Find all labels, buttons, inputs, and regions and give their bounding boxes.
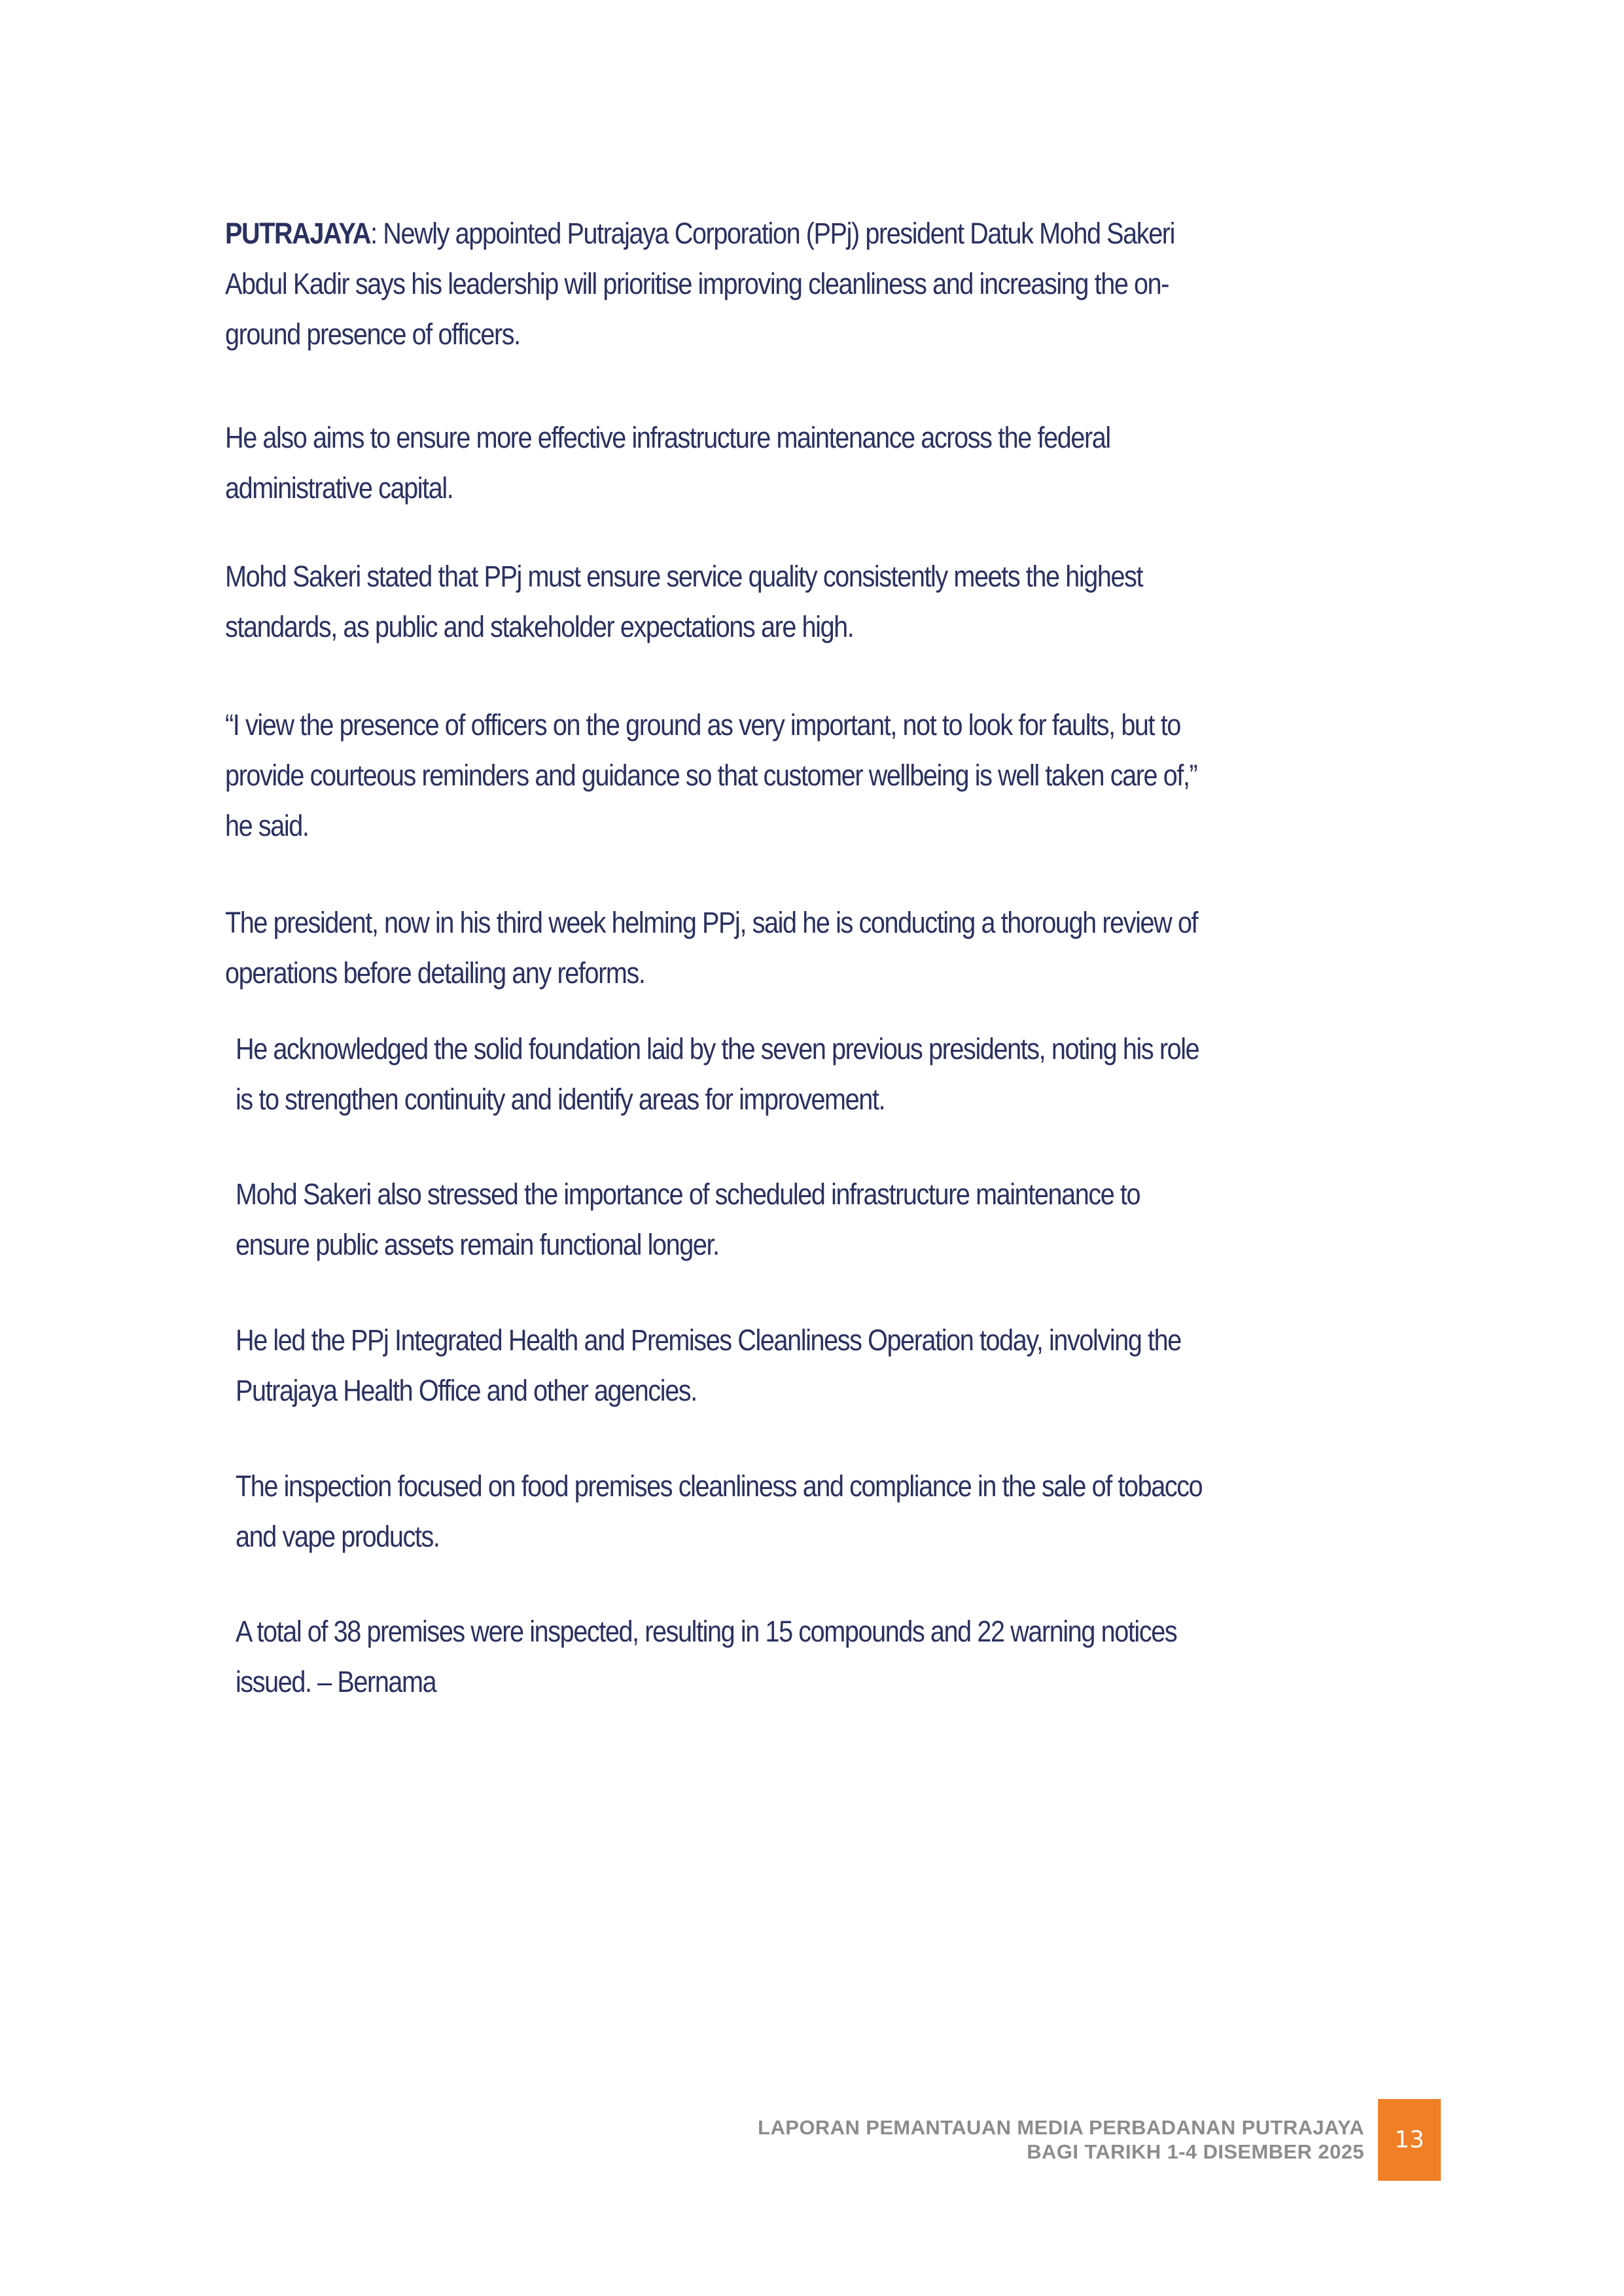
article-paragraph [236, 1461, 1202, 1562]
article-line: “I view the presence of officers on the ground as very important, not to look for faults, but to [225, 708, 1180, 742]
article-paragraph [225, 412, 1110, 513]
article-line: Putrajaya Health Office and other agencies. [236, 1374, 697, 1407]
article-line: is to strengthen continuity and identify areas for improvement. [236, 1083, 885, 1116]
article-line: He acknowledged the solid foundation laid by the seven previous presidents, noting his role [236, 1032, 1199, 1066]
article-paragraph [236, 1169, 1140, 1270]
article-paragraph [236, 1024, 1199, 1124]
footer-report-date: BAGI TARIKH 1-4 DISEMBER 2025 [1027, 2140, 1364, 2163]
article-paragraph [236, 1315, 1181, 1416]
article-line: Abdul Kadir says his leadership will prioritise improving cleanliness and increasing the on- [225, 267, 1169, 300]
article-line: Mohd Sakeri also stressed the importance of scheduled infrastructure maintenance to [236, 1177, 1140, 1211]
report-footer [758, 2115, 1364, 2164]
article-line [225, 217, 1174, 250]
article-paragraph [225, 897, 1197, 998]
article-line: issued. – Bernama [236, 1665, 436, 1698]
article-line: operations before detailing any reforms. [225, 956, 645, 990]
article-line: he said. [225, 809, 309, 842]
lead-line-rest: : Newly appointed Putrajaya Corporation (PPj) president Datuk Mohd Sakeri [370, 217, 1174, 250]
article-line: A total of 38 premises were inspected, resulting in 15 compounds and 22 warning notices [236, 1615, 1177, 1648]
article-line: He also aims to ensure more effective infrastructure maintenance across the federal [225, 421, 1110, 454]
article-line: ensure public assets remain functional longer. [236, 1228, 719, 1261]
article-paragraph-lead [225, 208, 1174, 359]
page-number-badge [1378, 2099, 1441, 2181]
article-line: provide courteous reminders and guidance so that customer wellbeing is well taken care of,” [225, 759, 1197, 792]
article-line: administrative capital. [225, 471, 453, 505]
article-line: Mohd Sakeri stated that PPj must ensure service quality consistently meets the highest [225, 560, 1143, 593]
article-line: He led the PPj Integrated Health and Premises Cleanliness Operation today, involving the [236, 1323, 1181, 1357]
article-paragraph [236, 1606, 1176, 1707]
article-paragraph [225, 551, 1142, 652]
article-line: and vape products. [236, 1520, 440, 1553]
article-paragraph [225, 700, 1197, 851]
article-line: standards, as public and stakeholder expectations are high. [225, 610, 854, 643]
article-line: The inspection focused on food premises cleanliness and compliance in the sale of tobacco [236, 1469, 1203, 1503]
article-line: The president, now in his third week helming PPj, said he is conducting a thorough review of [225, 906, 1198, 939]
footer-report-title: LAPORAN PEMANTAUAN MEDIA PERBADANAN PUTRAJAYA [758, 2116, 1364, 2139]
article-line: ground presence of officers. [225, 317, 520, 351]
dateline: PUTRAJAYA [225, 217, 371, 250]
page-number: 13 [1394, 2126, 1424, 2153]
